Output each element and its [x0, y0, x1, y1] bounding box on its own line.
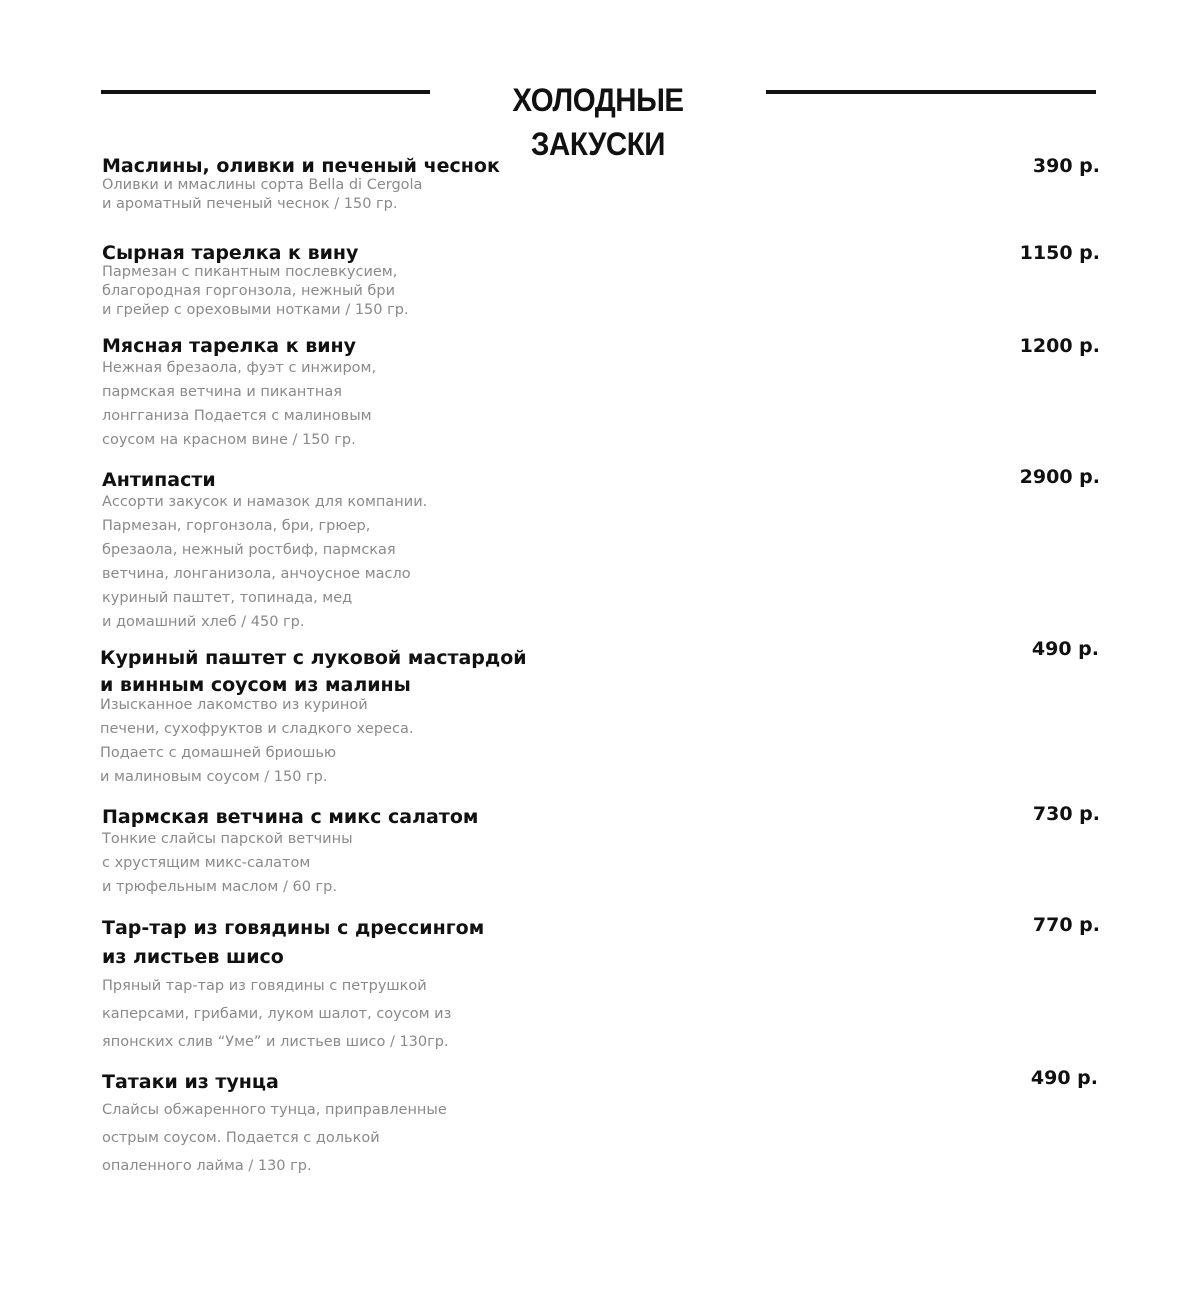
menu-item-price: 770 р. — [1032, 914, 1100, 936]
menu-item-description: Тонкие слайсы парской ветчины с хрустящим микс-салатом и трюфельным маслом / 60 гр. — [102, 831, 353, 895]
menu-item-price: 730 р. — [1032, 803, 1100, 825]
menu-item-name: Мясная тарелка к вину — [102, 335, 357, 357]
menu-item-name: Татаки из тунца — [102, 1071, 279, 1093]
menu-item — [102, 332, 1100, 452]
menu-item-price: 2900 р. — [1019, 466, 1100, 488]
menu-item — [100, 638, 1099, 789]
menu-item — [102, 1068, 1100, 1180]
menu-item-name: Сырная тарелка к вину — [102, 242, 359, 264]
menu-item-description: Оливки и ммаслины сорта Bella di Cergola и ароматный печеный чеснок / 150 гр. — [102, 177, 423, 212]
header-rule-right — [766, 90, 1096, 94]
menu-item-price: 1150 р. — [1019, 242, 1100, 264]
menu-item-price: 490 р. — [1030, 1067, 1098, 1089]
menu-item-name: Пармская ветчина с микс салатом — [102, 806, 479, 828]
menu-item-name: Куриный паштет с луковой мастардой и винным соусом из малины — [100, 647, 527, 696]
menu-item — [102, 466, 1100, 634]
menu-item-description: Ассорти закусок и намазок для компании. Пармезан, горгонзола, бри, грюер, брезаола, нежный ростбиф, пармская ветчина, лонганизола, анчоусное масло куриный паштет, топинада, мед и домашний хлеб / 450 гр. — [102, 494, 428, 630]
menu-item-price: 1200 р. — [1019, 335, 1100, 357]
section-title: ХОЛОДНЫЕ ЗАКУСКИ — [512, 82, 684, 162]
menu-item-description: Изысканное лакомство из куриной печени, сухофруктов и сладкого хереса. Подаетс с домашней бриошью и малиновым соусом / 150 гр. — [100, 697, 414, 785]
menu-item — [102, 239, 1100, 320]
menu-item-description: Пармезан с пикантным послевкусием, благородная горгонзола, нежный бри и грейер с ореховыми нотками / 150 гр. — [102, 264, 409, 318]
menu-item — [102, 152, 1100, 214]
menu-item-price: 490 р. — [1031, 638, 1099, 660]
menu-item-name: Антипасти — [102, 469, 216, 491]
menu-item-price: 390 р. — [1032, 155, 1100, 177]
header-rule-left — [101, 90, 430, 94]
menu-item-name: Тар-тар из говядины с дрессингом из листьев шисо — [102, 917, 485, 968]
menu-item — [102, 803, 1100, 899]
menu-item-description: Слайсы обжаренного тунца, приправленные острым соусом. Подается с долькой опаленного лайма / 130 гр. — [102, 1102, 447, 1174]
menu-item-description: Нежная брезаола, фуэт с инжиром, пармская ветчина и пикантная лонгганиза Подается с малиновым соусом на красном вине / 150 гр. — [102, 360, 377, 448]
menu-item-description: Пряный тар-тар из говядины с петрушкой каперсами, грибами, луком шалот, соусом из японских слив “Уме” и листьев шисо / 130гр. — [102, 978, 452, 1050]
menu-item-name: Маслины, оливки и печеный чеснок — [102, 155, 500, 177]
menu-item — [102, 914, 1100, 1056]
